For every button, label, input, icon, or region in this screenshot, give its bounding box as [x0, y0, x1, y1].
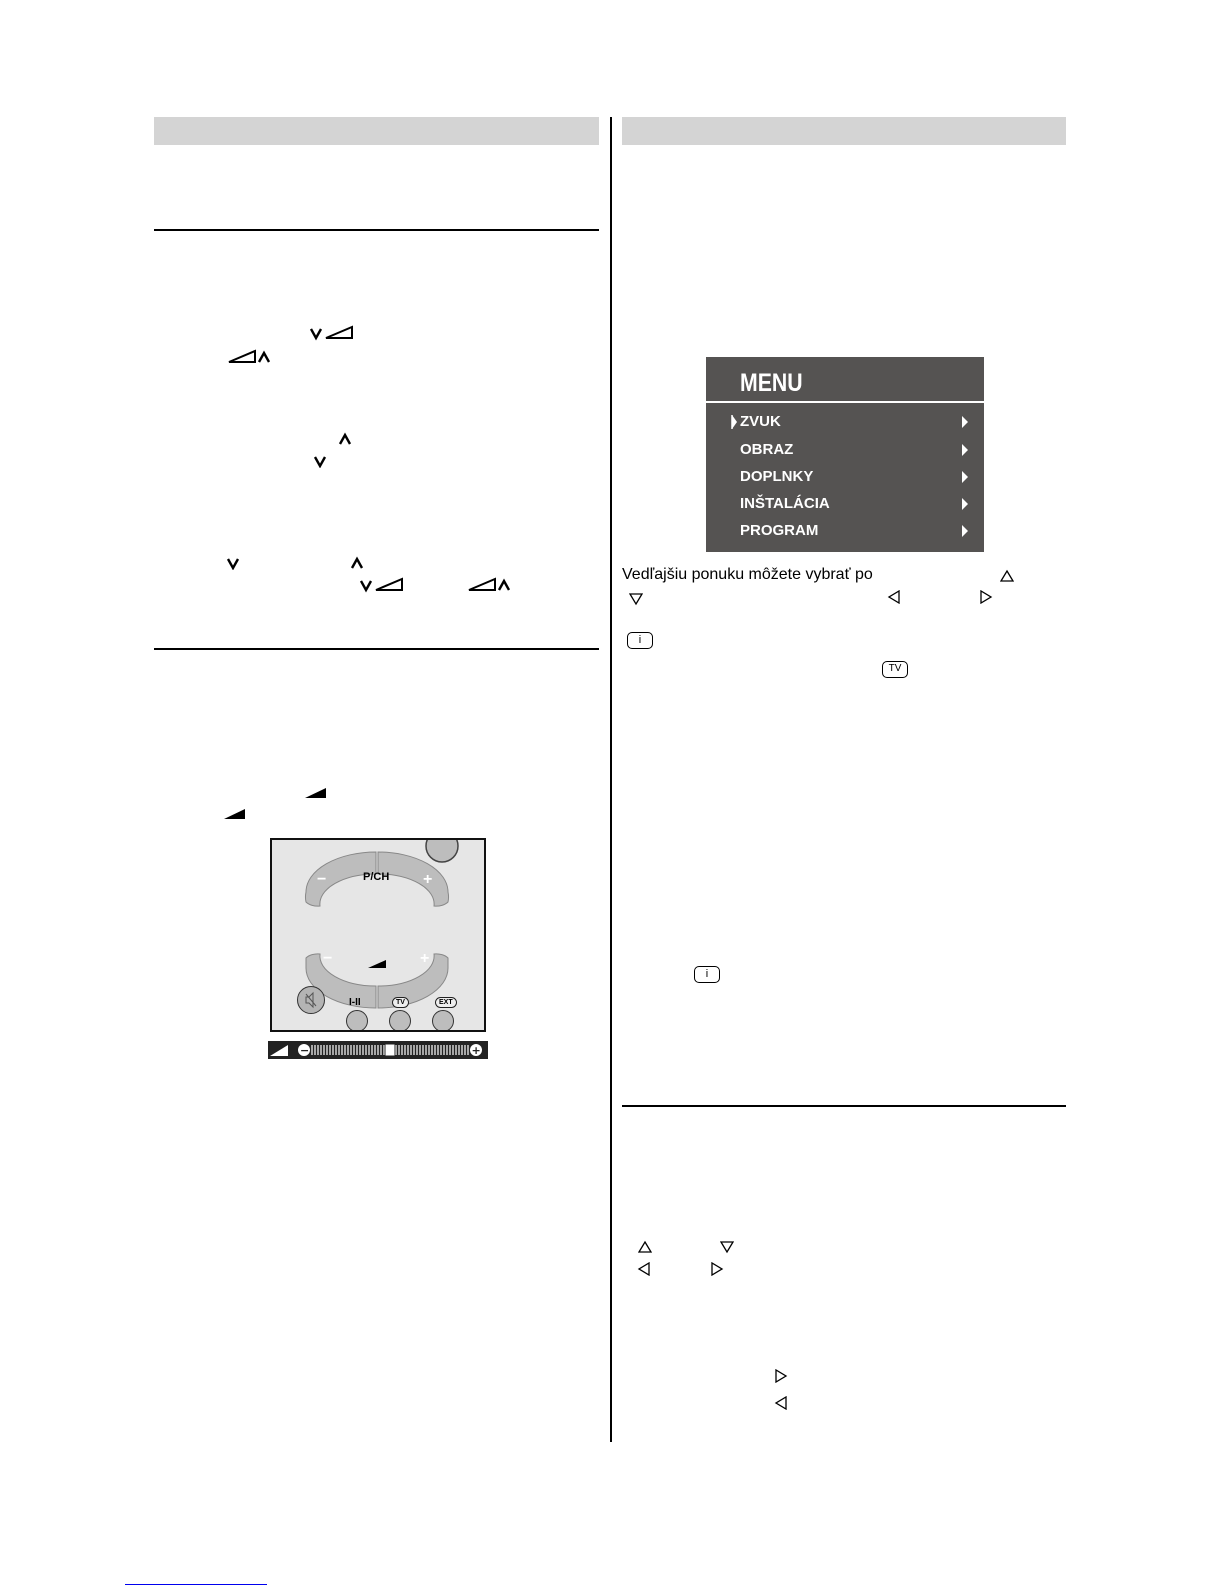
menu-selection-pointer-icon [729, 414, 739, 430]
triangle-up-icon [1000, 569, 1014, 583]
triangle-left-icon-2 [637, 1262, 651, 1276]
ext-button[interactable] [432, 1010, 454, 1032]
tv-tag: TV [392, 997, 409, 1008]
chevron-down-volume-icon [310, 325, 354, 341]
menu-item-obraz-arrow-icon [962, 444, 968, 456]
rule-left-1 [154, 229, 599, 231]
menu-title-divider [706, 401, 984, 403]
chevron-down-icon-2 [226, 556, 240, 570]
chevron-up-icon [338, 432, 352, 446]
volume-wedge-icon-2 [224, 808, 246, 820]
volume-chevron-up-icon [228, 349, 272, 365]
triangle-up-icon-2 [638, 1240, 652, 1254]
triangle-left-icon-3 [774, 1396, 788, 1410]
ext-tag: EXT [435, 997, 457, 1008]
triangle-left-icon [887, 590, 901, 604]
triangle-right-icon-2 [710, 1262, 724, 1276]
triangle-right-icon [979, 590, 993, 604]
menu-title: MENU [740, 369, 803, 397]
menu-item-program[interactable]: PROGRAM [740, 522, 819, 539]
triangle-right-icon-3 [774, 1369, 788, 1383]
menu-item-obraz[interactable]: OBRAZ [740, 441, 794, 458]
svg-text:−: − [300, 1044, 310, 1057]
mute-button[interactable] [297, 986, 325, 1014]
chevron-down-icon [313, 454, 327, 468]
rule-right-1 [622, 1105, 1066, 1107]
standby-label: I-II [349, 997, 361, 1008]
menu-item-instalacia[interactable]: INŠTALÁCIA [740, 495, 830, 512]
volume-bar [268, 1041, 488, 1059]
menu-item-doplnky-arrow-icon [962, 471, 968, 483]
menu-item-zvuk-arrow-icon [962, 416, 968, 428]
tv-button[interactable] [389, 1010, 411, 1032]
submenu-instruction-text: Vedľajšiu ponuku môžete vybrať po [622, 566, 873, 583]
program-label: P/CH [363, 871, 390, 883]
info-icon: i [627, 632, 653, 649]
menu-item-instalacia-arrow-icon [962, 498, 968, 510]
section-header-right [622, 117, 1066, 145]
menu-item-doplnky[interactable]: DOPLNKY [740, 468, 814, 485]
remote-control-illustration [270, 838, 486, 1032]
mute-icon [298, 987, 324, 1013]
info-icon-2: i [694, 966, 720, 983]
volume-bar-graphic [268, 1041, 488, 1059]
volume-plus-label: + [420, 950, 430, 967]
section-header-left [154, 117, 599, 145]
rule-left-2 [154, 648, 599, 650]
program-minus-label: − [317, 871, 327, 888]
triangle-down-icon [629, 592, 643, 606]
volume-minus-label: − [323, 950, 333, 967]
chevron-up-icon-2 [350, 556, 364, 570]
standby-button[interactable] [346, 1010, 368, 1032]
menu-item-zvuk[interactable]: ZVUK [740, 413, 781, 430]
volume-chevron-up-icon-2 [468, 577, 512, 593]
column-divider [610, 117, 612, 1442]
svg-text:+: + [471, 1044, 481, 1057]
program-plus-label: + [423, 871, 433, 888]
volume-wedge-icon [305, 787, 327, 799]
menu-item-program-arrow-icon [962, 525, 968, 537]
tv-icon: TV [882, 661, 908, 678]
triangle-down-icon-2 [720, 1240, 734, 1254]
chevron-down-volume-icon-2 [360, 577, 404, 593]
tv-menu-screen [706, 357, 984, 552]
